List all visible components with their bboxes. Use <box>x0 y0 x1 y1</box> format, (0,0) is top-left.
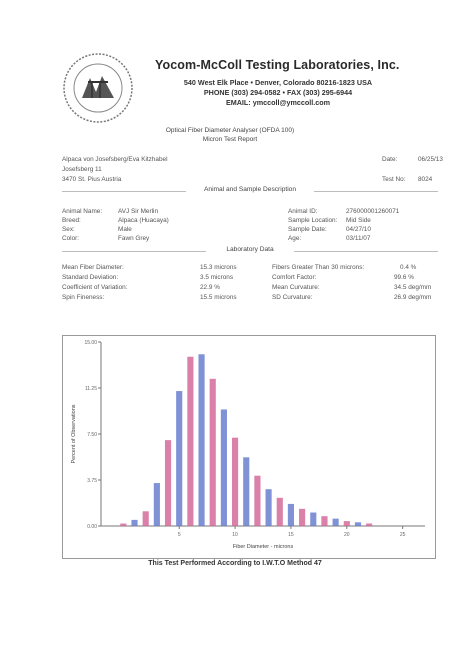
x-tick-label: 5 <box>177 532 181 538</box>
report-title: Optical Fiber Diameter Analyser (OFDA 100) <box>165 127 295 134</box>
x-tick-label: 10 <box>232 532 238 538</box>
client-name: Alpaca von Josefsberg/Eva Kitzhabel <box>62 156 168 163</box>
x-tick-label: 15 <box>288 532 294 538</box>
footer-method-note: This Test Performed According to I.W.T.O Method 47 <box>148 560 322 567</box>
lab-section-heading: Laboratory Data <box>226 246 274 253</box>
histogram-bar <box>355 522 361 526</box>
histogram-bar <box>221 409 227 526</box>
breed-label: Breed: <box>62 217 81 224</box>
histogram-bar <box>120 524 126 526</box>
y-tick-label: 0.00 <box>87 524 97 530</box>
date-value: 06/25/13 <box>418 156 443 163</box>
x-tick-label: 25 <box>399 532 406 538</box>
color-value: Fawn Grey <box>118 235 150 242</box>
histogram-bar <box>154 483 160 526</box>
histogram-bar <box>310 513 316 526</box>
lab-name: Yocom-McColl Testing Laboratories, Inc. <box>155 58 400 72</box>
fiber-histogram-chart <box>62 335 436 559</box>
histogram-bar <box>143 511 149 526</box>
histogram-svg <box>63 336 435 558</box>
std-deviation-value: 3.5 microns <box>200 274 234 281</box>
sample-location-label: Sample Location: <box>288 217 338 224</box>
animal-id-label: Animal ID: <box>288 208 318 215</box>
histogram-bar <box>210 379 216 526</box>
date-label: Date: <box>382 156 398 163</box>
sample-date-value: 04/27/10 <box>346 226 371 233</box>
client-street: Josefsberg 11 <box>62 166 102 173</box>
lab-address: 540 West Elk Place • Denver, Colorado 80216-1823 USA <box>183 78 373 87</box>
fibers-over-30-label: Fibers Greater Than 30 microns: <box>272 264 365 271</box>
y-tick-label: 7.50 <box>87 432 97 438</box>
histogram-bar <box>366 524 372 526</box>
fibers-over-30-value: 0.4 % <box>400 264 417 271</box>
color-label: Color: <box>62 235 80 242</box>
spin-fineness-value: 15.5 microns <box>200 294 237 301</box>
histogram-bar <box>187 357 193 526</box>
histogram-bar <box>299 509 305 526</box>
coefficient-variation-value: 22.9 % <box>200 284 220 291</box>
histogram-bar <box>288 504 294 526</box>
y-tick-label: 3.75 <box>87 478 97 484</box>
breed-value: Alpaca (Huacaya) <box>118 217 169 224</box>
histogram-bar <box>176 391 182 526</box>
test-no-value: 8024 <box>418 176 433 183</box>
report-subtitle: Micron Test Report <box>202 136 258 143</box>
lab-phone-fax: PHONE (303) 294-0582 • FAX (303) 295-6944 <box>203 88 353 97</box>
sd-curvature-value: 26.9 deg/mm <box>394 294 432 301</box>
x-tick-label: 20 <box>344 532 350 538</box>
sample-date-label: Sample Date: <box>288 226 327 233</box>
y-tick-label: 11.25 <box>84 386 97 392</box>
histogram-bar <box>344 521 350 526</box>
y-tick-label: 15.00 <box>84 340 97 346</box>
histogram-bar <box>254 476 260 526</box>
spin-fineness-label: Spin Fineness: <box>62 294 105 301</box>
histogram-bar <box>243 457 249 526</box>
mean-curvature-label: Mean Curvature: <box>272 284 320 291</box>
comfort-factor-value: 99.6 % <box>394 274 414 281</box>
y-axis-label: Percent of Observations <box>71 404 77 464</box>
sample-location-value: Mid Side <box>346 217 371 224</box>
sd-curvature-label: SD Curvature: <box>272 294 313 301</box>
histogram-bar <box>131 520 137 526</box>
histogram-bar <box>333 519 339 526</box>
animal-name-value: AVJ Sir Merlin <box>118 208 159 215</box>
mean-fiber-diameter-label: Mean Fiber Diameter: <box>62 264 124 271</box>
sex-value: Male <box>118 226 132 233</box>
client-city: 3470 St. Pius Austria <box>62 176 122 183</box>
x-axis-label: Fiber Diameter - microns <box>232 544 294 550</box>
animal-section-heading: Animal and Sample Description <box>204 186 296 193</box>
age-label: Age: <box>288 235 302 242</box>
sex-label: Sex: <box>62 226 75 233</box>
lab-seal-logo <box>62 52 134 124</box>
histogram-bar <box>266 489 272 526</box>
std-deviation-label: Standard Deviation: <box>62 274 119 281</box>
coefficient-variation-label: Coefficient of Variation: <box>62 284 128 291</box>
mean-curvature-value: 34.5 deg/mm <box>394 284 432 291</box>
animal-id-value: 276000001260071 <box>346 208 400 215</box>
lab-email: EMAIL: ymccoll@ymccoll.com <box>225 98 331 107</box>
histogram-bar <box>165 440 171 526</box>
animal-name-label: Animal Name: <box>62 208 103 215</box>
comfort-factor-label: Comfort Factor: <box>272 274 317 281</box>
histogram-bar <box>277 498 283 526</box>
histogram-bar <box>321 516 327 526</box>
histogram-bar <box>198 354 204 526</box>
histogram-bar <box>232 438 238 526</box>
mean-fiber-diameter-value: 15.3 microns <box>200 264 237 271</box>
age-value: 03/11/07 <box>346 235 371 242</box>
test-no-label: Test No: <box>382 176 406 183</box>
